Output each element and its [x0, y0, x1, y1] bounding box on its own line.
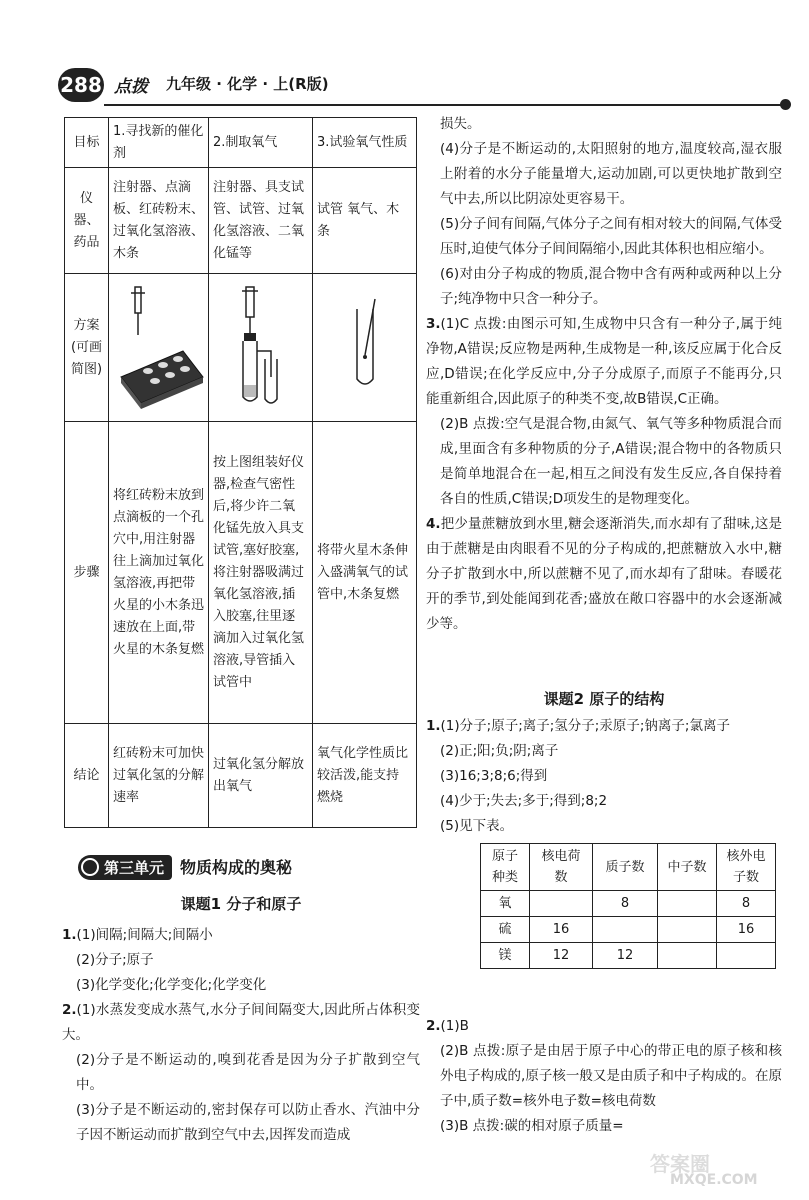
- table-cell: 将红砖粉末放到点滴板的一个孔穴中,用注射器往上滴加过氧化氢溶液,再把带火星的小木条迅速放在上面,带火星的木条复燃: [109, 422, 209, 724]
- table-cell: [209, 274, 313, 422]
- row-head: 仪器、药品: [65, 168, 109, 274]
- answer-line: 1.(1)间隔;间隔大;间隔小: [62, 927, 213, 943]
- table-row: [65, 422, 417, 724]
- header-rule: [104, 104, 784, 106]
- row-head: 结论: [65, 724, 109, 828]
- table-cell: [717, 943, 776, 969]
- table-cell: 2.制取氧气: [209, 118, 313, 168]
- table-cell: 12: [530, 943, 593, 969]
- test-tube-diagram: [319, 285, 411, 411]
- table-cell: 氧气化学性质比较活泼,能支持燃烧: [313, 724, 417, 828]
- experiment-table: [64, 117, 417, 828]
- table-row: [481, 943, 776, 969]
- row-head: 方案(可画简图): [65, 274, 109, 422]
- table-row: [65, 274, 417, 422]
- table-cell: 过氧化氢分解放出氧气: [209, 724, 313, 828]
- lesson1-answers: [62, 923, 420, 1148]
- page-header: [58, 66, 788, 108]
- table-cell: 8: [593, 891, 658, 917]
- answer-line: (3)16;3;8;6;得到: [440, 768, 548, 784]
- answer-line: (2)B 点拨:原子是由居于原子中心的带正电的原子核和核外电子构成的,原子核一般又是由质子和中子构成的。在原子中,质子数=核外电子数=核电荷数: [440, 1043, 782, 1109]
- answer-line: (4)分子是不断运动的,太阳照射的地方,温度较高,湿衣服上附着的水分子能量增大,运动加剧,可以更快地扩散到空气中去,所以比阴凉处更容易干。: [440, 141, 782, 207]
- table-cell: [109, 274, 209, 422]
- table-row: [65, 118, 417, 168]
- table-cell: 12: [593, 943, 658, 969]
- table-cell: 硫: [481, 917, 530, 943]
- table-cell: [658, 943, 717, 969]
- answer-line: 1.(1)分子;原子;离子;氢分子;汞原子;钠离子;氯离子: [426, 718, 730, 734]
- table-cell: 镁: [481, 943, 530, 969]
- answer-line: (2)B 点拨:空气是混合物,由氮气、氧气等多种物质混合而成,里面含有多种物质的分子,A错误;混合物中的各物质只是简单地混合在一起,相互之间没有发生反应,各自保持着各自的性质,C错误;D项发生的是物理变化。: [440, 416, 782, 507]
- unit-name: 物质构成的奥秘: [180, 858, 293, 877]
- table-row: [65, 168, 417, 274]
- unit-banner: [78, 855, 292, 881]
- table-cell: 注射器、具支试管、试管、过氧化氢溶液、二氧化锰等: [209, 168, 313, 274]
- table-row: [481, 844, 776, 891]
- table-cell: 16: [717, 917, 776, 943]
- answer-line: (3)化学变化;化学变化;化学变化: [76, 977, 267, 993]
- table-cell: 试管 氧气、木条: [313, 168, 417, 274]
- table-cell: 1.寻找新的催化剂: [109, 118, 209, 168]
- lesson2-answers: [426, 714, 782, 839]
- table-cell: [658, 917, 717, 943]
- row-head: 目标: [65, 118, 109, 168]
- answer-line: 3.(1)C 点拨:由图示可知,生成物中只含有一种分子,属于纯净物,A错误;反应物是两种,生成物是一种,该反应属于化合反应,D错误;在化学反应中,分子分成原子,而原子不能再分,只能重新组合,因此原子的种类不变,故B错误,C正确。: [426, 316, 782, 407]
- table-cell: 3.试验氧气性质: [313, 118, 417, 168]
- answer-line: (3)分子是不断运动的,密封保存可以防止香水、汽油中分子因不断运动而扩散到空气中去,因挥发而造成: [76, 1102, 420, 1143]
- header-title: 九年级 · 化学 · 上(R版): [166, 75, 329, 93]
- answer-line: (2)分子;原子: [76, 952, 154, 968]
- table-cell: 按上图组装好仪器,检查气密性后,将少许二氧化锰先放入具支试管,塞好胶塞,将注射器吸满过氧化氢溶液,插入胶塞,往里逐滴加入过氧化氢溶液,导管插入试管中: [209, 422, 313, 724]
- table-cell: [313, 274, 417, 422]
- spot-plate-diagram: [113, 285, 205, 411]
- watermark-url: MXQE.COM: [670, 1172, 758, 1188]
- answer-line: (5)见下表。: [440, 818, 514, 834]
- answer-line: (6)对由分子构成的物质,混合物中含有两种或两种以上分子;纯净物中只含一种分子。: [440, 266, 782, 307]
- table-cell: 注射器、点滴板、红砖粉末、过氧化氢溶液、木条: [109, 168, 209, 274]
- table-cell: [658, 891, 717, 917]
- brand-logo: 点拨: [114, 77, 148, 97]
- right-column-top: [426, 112, 782, 637]
- unit-tag: 第三单元: [78, 855, 172, 880]
- table-header: 核外电子数: [717, 844, 776, 891]
- table-cell: 将带火星木条伸入盛满氧气的试管中,木条复燃: [313, 422, 417, 724]
- table-cell: [530, 891, 593, 917]
- answer-line: (3)B 点拨:碳的相对原子质量=: [440, 1118, 624, 1134]
- table-header: 质子数: [593, 844, 658, 891]
- watermark-logo: 答案圈: [650, 1152, 710, 1176]
- table-cell: 16: [530, 917, 593, 943]
- lesson2-answers-cont: [426, 1014, 782, 1139]
- table-header: 核电荷数: [530, 844, 593, 891]
- answer-line: 2.(1)B: [426, 1018, 469, 1034]
- table-cell: 氧: [481, 891, 530, 917]
- table-cell: 8: [717, 891, 776, 917]
- apparatus-diagram: [215, 285, 307, 411]
- table-row: [481, 917, 776, 943]
- page-number: 288: [58, 68, 104, 102]
- particle-table: [480, 843, 776, 969]
- answer-line: 4.把少量蔗糖放到水里,糖会逐渐消失,而水却有了甜味,这是由于蔗糖是由肉眼看不见的分子构成的,把蔗糖放入水中,糖分子扩散到水中,所以蔗糖不见了,而水却有了甜味。春暖花开的季节,到处能闻到花香;盛放在敞口容器中的水会逐渐减少等。: [426, 516, 782, 632]
- table-cell: 红砖粉末可加快过氧化氢的分解速率: [109, 724, 209, 828]
- lesson1-title: 课题1 分子和原子: [180, 895, 302, 913]
- answer-line: (4)少于;失去;多于;得到;8;2: [440, 793, 608, 809]
- answer-line: 2.(1)水蒸发变成水蒸气,水分子间间隔变大,因此所占体积变大。: [62, 1002, 420, 1043]
- table-row: [65, 724, 417, 828]
- answer-line: (5)分子间有间隔,气体分子之间有相对较大的间隔,气体受压时,迫使气体分子间间隔缩小,因此其体积也相应缩小。: [440, 216, 782, 257]
- row-head: 步骤: [65, 422, 109, 724]
- answer-line: 损失。: [440, 116, 481, 132]
- table-header: 原子种类: [481, 844, 530, 891]
- header-dot: [780, 99, 791, 110]
- table-row: [481, 891, 776, 917]
- answer-line: (2)正;阳;负;阴;离子: [440, 743, 559, 759]
- table-header: 中子数: [658, 844, 717, 891]
- answer-line: (2)分子是不断运动的,嗅到花香是因为分子扩散到空气中。: [76, 1052, 420, 1093]
- lesson2-title: 课题2 原子的结构: [543, 690, 665, 708]
- table-cell: [593, 917, 658, 943]
